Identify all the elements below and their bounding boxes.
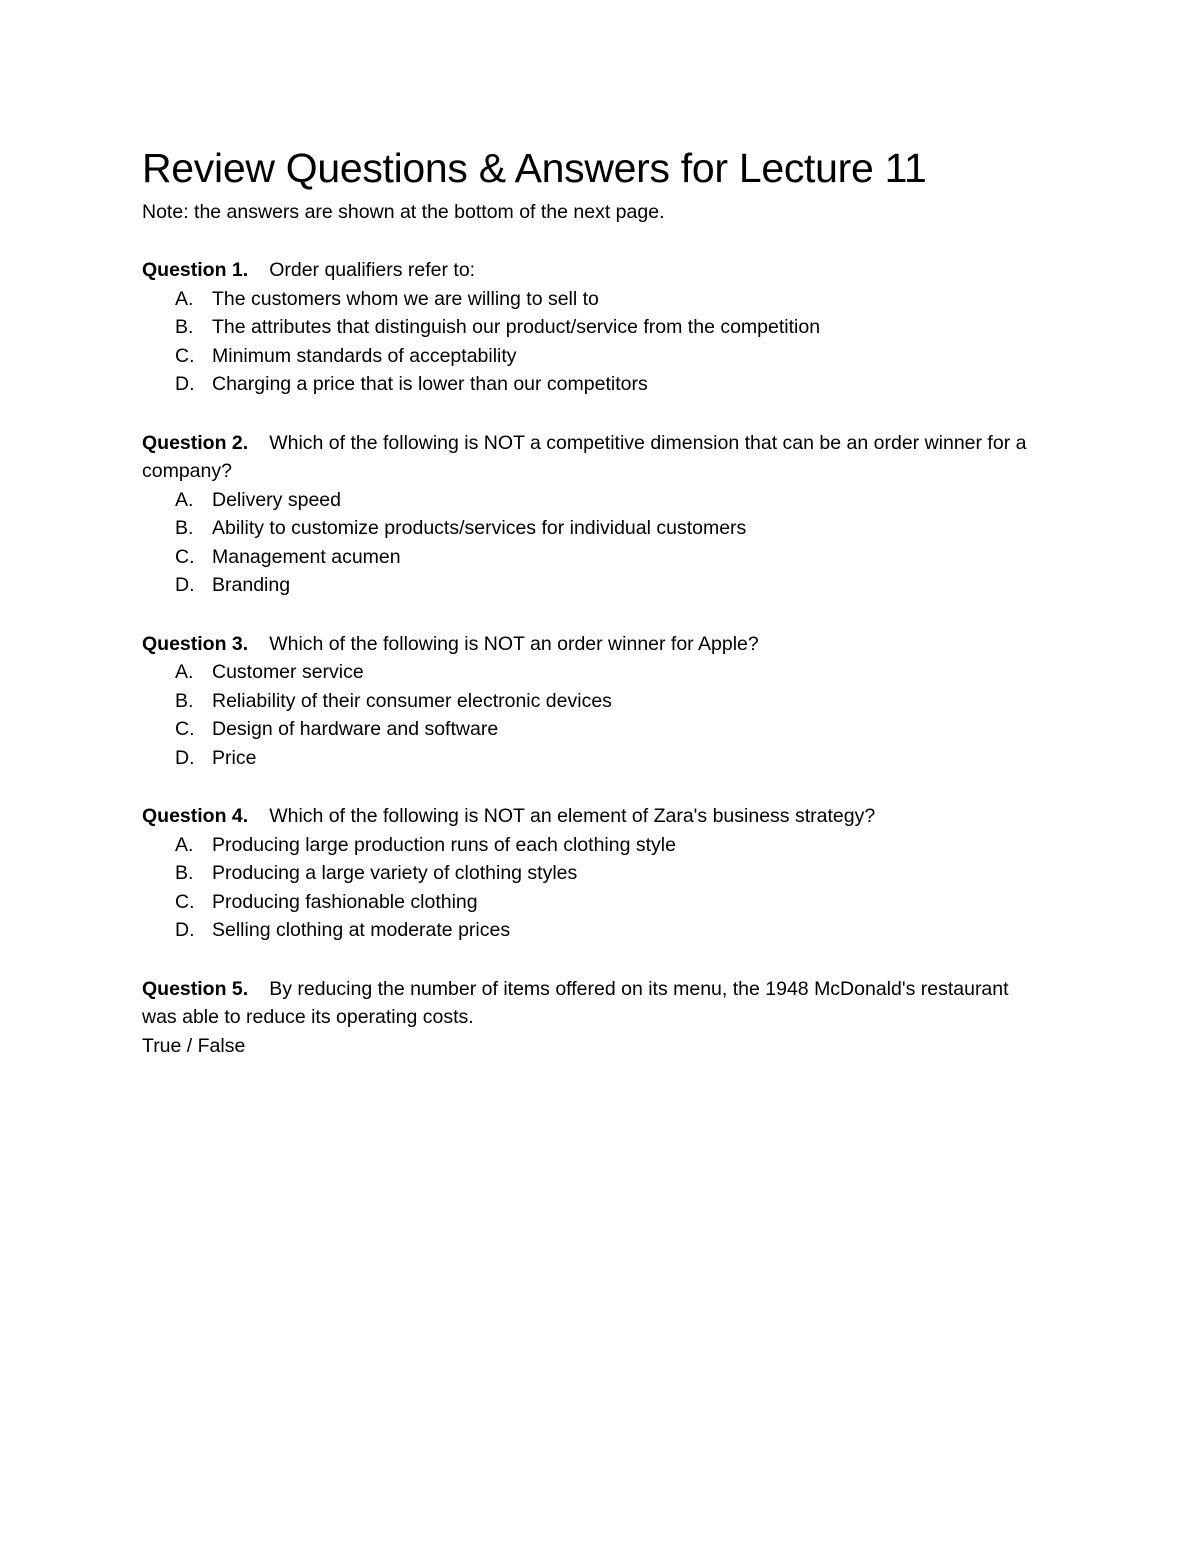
true-false-choice: True / False [142,1034,246,1057]
question-label: Question 3. [142,632,249,655]
option-a [142,658,1042,687]
answer-options [142,285,1042,399]
question-label: Question 2. [142,431,249,454]
question-4 [142,802,1042,945]
question-5 [142,975,1042,1061]
question-label: Question 4. [142,805,249,827]
question-1 [142,256,1042,399]
option-text: Management acumen [212,545,401,568]
option-a [142,285,1042,314]
option-c [142,888,1042,917]
option-letter: D. [175,574,195,596]
option-letter: A. [175,833,194,856]
question-prompt [142,630,1042,659]
option-b [142,313,1042,342]
option-letter: B. [175,316,194,338]
option-text: Charging a price that is lower than our competitors [212,373,648,395]
option-c [142,342,1042,371]
option-text: Price [212,746,257,769]
question-prompt [142,802,1042,831]
option-b [142,687,1042,716]
option-text: Ability to customize products/services for individual customers [212,517,747,539]
option-text: Producing a large variety of clothing styles [212,862,578,884]
option-d [142,370,1042,399]
question-prompt [142,975,1042,1032]
option-text: Selling clothing at moderate prices [212,919,511,941]
question-label: Question 5. [142,977,249,1000]
option-letter: D. [175,746,195,769]
question-prompt [142,429,1042,486]
answers-note: Note: the answers are shown at the bottom of the next page. [142,201,665,223]
option-d [142,916,1042,945]
option-text: Reliability of their consumer electronic devices [212,689,612,712]
option-c [142,543,1042,572]
option-d [142,744,1042,773]
page-title: Review Questions & Answers for Lecture 11 [142,145,927,191]
question-text: By reducing the number of items offered on its menu, the 1948 McDonald's restaurant was able to reduce its operating costs. [142,977,1009,1028]
question-text: Order qualifiers refer to: [269,259,476,281]
option-c [142,715,1042,744]
option-letter: D. [175,919,195,941]
option-letter: D. [175,373,195,395]
question-2 [142,429,1042,600]
option-letter: B. [175,689,194,712]
option-letter: C. [175,344,195,367]
document-page [142,142,1042,1060]
question-text: Which of the following is NOT an order winner for Apple? [269,632,759,655]
option-letter: A. [175,488,194,511]
option-text: The customers whom we are willing to sell to [212,287,599,310]
option-b [142,859,1042,888]
option-d [142,571,1042,600]
question-3 [142,630,1042,773]
option-text: Delivery speed [212,488,341,511]
option-text: Producing fashionable clothing [212,890,478,913]
question-prompt [142,256,1042,285]
option-text: The attributes that distinguish our product/service from the competition [212,316,821,338]
question-text: Which of the following is NOT a competitive dimension that can be an order winner for a company? [142,431,1027,482]
option-text: Minimum standards of acceptability [212,344,517,367]
option-text: Design of hardware and software [212,718,499,740]
option-letter: A. [175,287,194,310]
option-text: Producing large production runs of each clothing style [212,833,676,856]
option-b [142,514,1042,543]
option-letter: C. [175,545,195,568]
answer-options [142,486,1042,600]
question-text: Which of the following is NOT an element of Zara's business strategy? [269,805,876,827]
option-text: Customer service [212,661,364,683]
option-letter: B. [175,517,194,539]
question-label: Question 1. [142,259,249,281]
option-a [142,831,1042,860]
answer-options [142,658,1042,772]
option-a [142,486,1042,515]
answer-options [142,831,1042,945]
option-letter: B. [175,862,194,884]
option-letter: C. [175,890,195,913]
option-letter: C. [175,718,195,740]
option-text: Branding [212,574,291,596]
option-letter: A. [175,661,194,683]
